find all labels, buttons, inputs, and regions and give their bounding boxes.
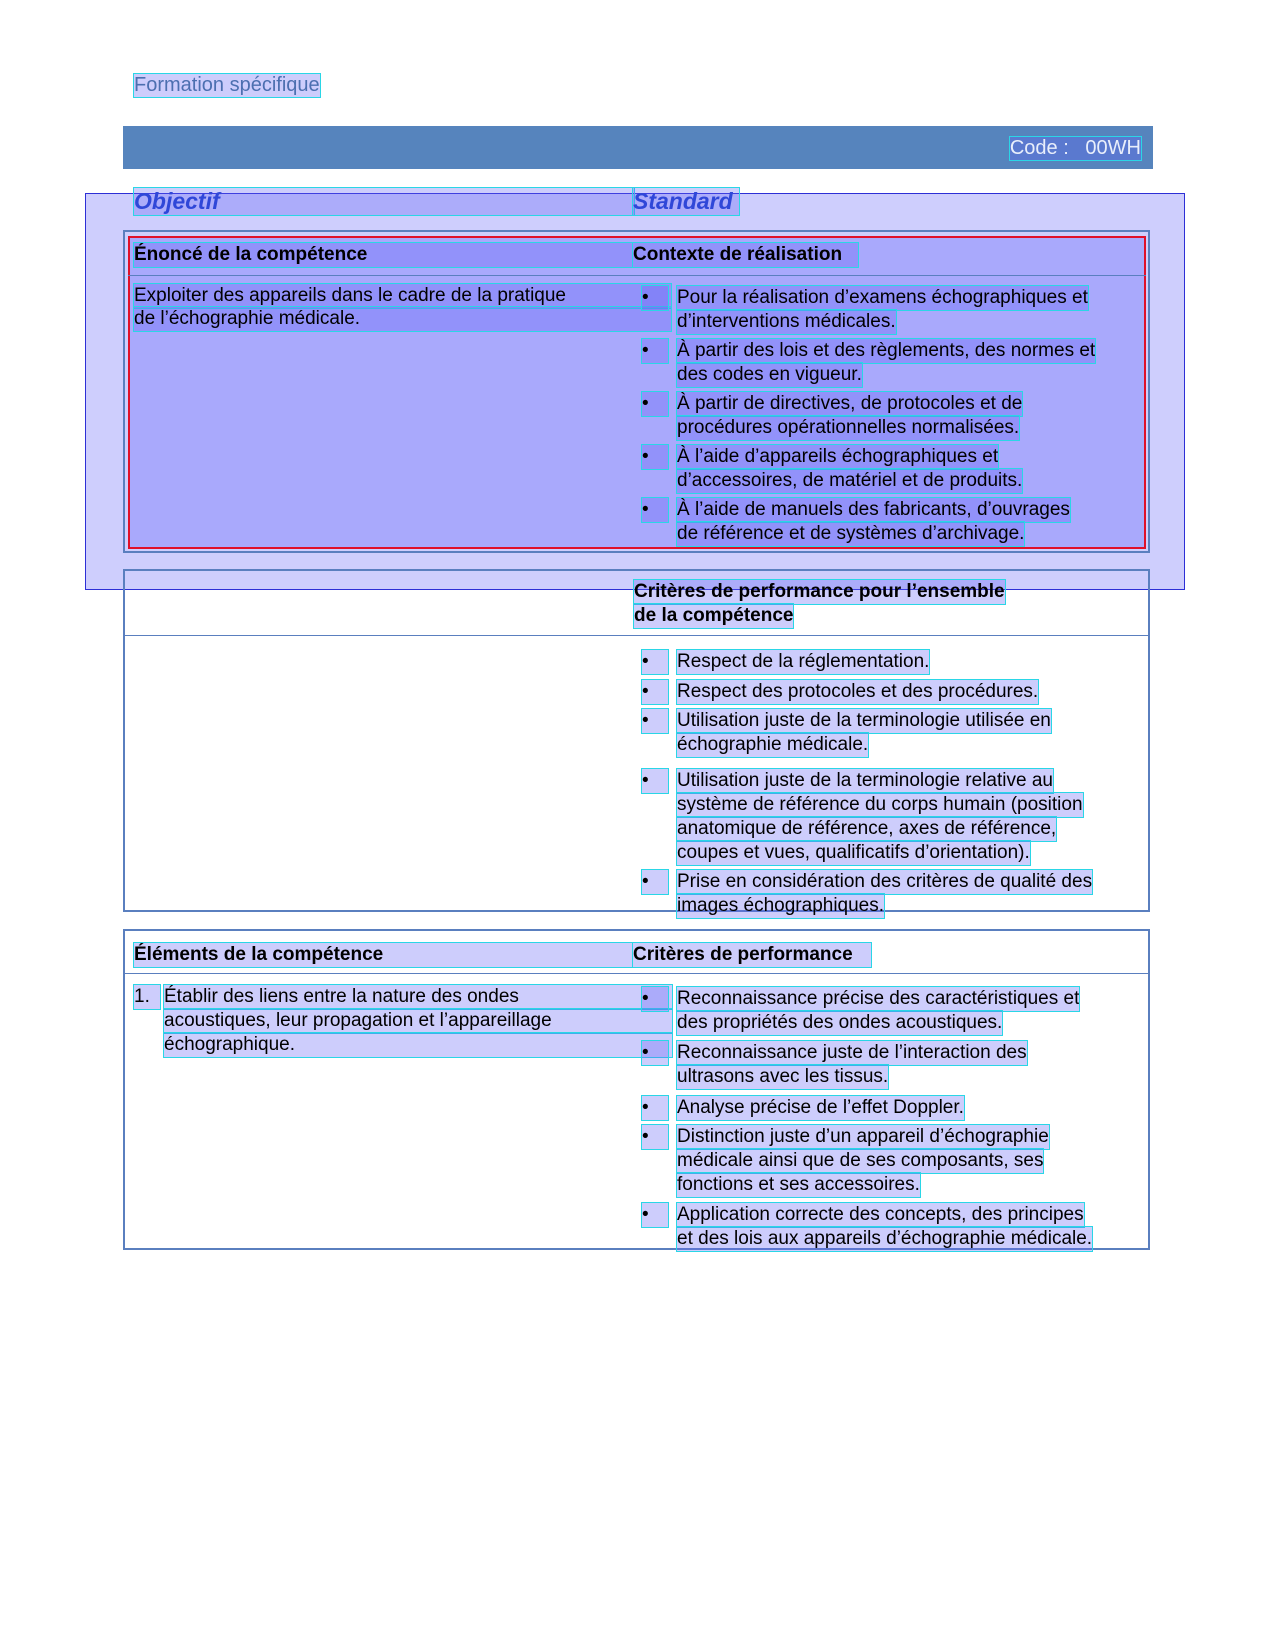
code-banner bbox=[123, 126, 1153, 169]
col-header-contexte: Contexte de réalisation bbox=[633, 243, 858, 267]
criteres-ensemble-header-1: Critères de performance pour l’ensemble bbox=[634, 581, 1005, 602]
critere-ensemble-item-4-line-2: système de référence du corps humain (position bbox=[677, 794, 1083, 815]
element-line-3: échographique. bbox=[164, 1033, 672, 1057]
col-header-criteres: Critères de performance bbox=[633, 943, 871, 967]
contexte-bullet-1: • bbox=[642, 286, 668, 310]
critere-ensemble-item-3-line-2: échographie médicale. bbox=[677, 734, 869, 755]
critere-element-item-2-line-1: Reconnaissance juste de l’interaction des bbox=[677, 1042, 1027, 1063]
critere-element-bullet-1: • bbox=[642, 987, 668, 1011]
critere-ensemble-item-3-line-1: Utilisation juste de la terminologie utilisée en bbox=[677, 710, 1051, 731]
critere-ensemble-item-1-line-1: Respect de la réglementation. bbox=[677, 651, 930, 672]
critere-element-bullet-3: • bbox=[642, 1096, 668, 1120]
table1-header-divider bbox=[128, 275, 1146, 276]
critere-element-item-1-line-2: des propriétés des ondes acoustiques. bbox=[677, 1012, 1003, 1033]
heading-objectif: Objectif bbox=[134, 188, 634, 215]
critere-element-item-4-line-1: Distinction juste d’un appareil d’échographie bbox=[677, 1126, 1049, 1147]
critere-ensemble-item-2-line-1: Respect des protocoles et des procédures. bbox=[677, 681, 1039, 702]
contexte-item-2-line-1: À partir des lois et des règlements, des normes et bbox=[677, 340, 1096, 361]
table-elements-criteres bbox=[123, 929, 1150, 1250]
critere-ensemble-item-4-line-1: Utilisation juste de la terminologie relative au bbox=[677, 770, 1053, 791]
critere-element-item-4-line-2: médicale ainsi que de ses composants, ses bbox=[677, 1150, 1044, 1171]
critere-ensemble-item-5-line-2: images échographiques. bbox=[677, 895, 885, 916]
critere-ensemble-bullet-2: • bbox=[642, 680, 668, 704]
table3-header-divider bbox=[125, 973, 1148, 974]
critere-element-item-5-line-1: Application correcte des concepts, des principes bbox=[677, 1204, 1084, 1225]
element-line-1: Établir des liens entre la nature des ondes bbox=[164, 985, 672, 1009]
critere-ensemble-item-4-line-3: anatomique de référence, axes de référence, bbox=[677, 818, 1057, 839]
col-header-enonce: Énoncé de la compétence bbox=[134, 243, 632, 267]
criteres-ensemble-header-2: de la compétence bbox=[634, 605, 794, 626]
critere-element-item-1-line-1: Reconnaissance précise des caractéristiques et bbox=[677, 988, 1080, 1009]
competence-code: Code : 00WH bbox=[1009, 137, 1141, 159]
critere-element-item-2-line-2: ultrasons avec les tissus. bbox=[677, 1066, 889, 1087]
critere-element-bullet-4: • bbox=[642, 1125, 668, 1149]
contexte-item-5-line-2: de référence et de systèmes d’archivage. bbox=[677, 523, 1025, 544]
critere-element-item-3-line-1: Analyse précise de l’effet Doppler. bbox=[677, 1097, 964, 1118]
element-number: 1. bbox=[134, 985, 160, 1009]
contexte-item-3-line-1: À partir de directives, de protocoles et de bbox=[677, 393, 1023, 414]
element-line-2: acoustiques, leur propagation et l’appareillage bbox=[164, 1009, 672, 1033]
contexte-bullet-2: • bbox=[642, 339, 668, 363]
contexte-item-1-line-2: d’interventions médicales. bbox=[677, 311, 896, 332]
critere-element-item-4-line-3: fonctions et ses accessoires. bbox=[677, 1174, 920, 1195]
critere-ensemble-bullet-4: • bbox=[642, 769, 668, 793]
contexte-bullet-3: • bbox=[642, 392, 668, 416]
enonce-line-1: Exploiter des appareils dans le cadre de la pratique bbox=[134, 284, 671, 308]
critere-element-bullet-2: • bbox=[642, 1041, 668, 1065]
critere-ensemble-bullet-1: • bbox=[642, 650, 668, 674]
contexte-item-2-line-2: des codes en vigueur. bbox=[677, 364, 862, 385]
contexte-item-3-line-2: procédures opérationnelles normalisées. bbox=[677, 417, 1020, 438]
enonce-line-2: de l’échographie médicale. bbox=[134, 307, 671, 331]
contexte-item-4-line-1: À l’aide d’appareils échographiques et bbox=[677, 446, 999, 467]
table2-header-divider bbox=[125, 635, 1148, 636]
col-header-elements: Éléments de la compétence bbox=[134, 943, 632, 967]
critere-ensemble-item-5-line-1: Prise en considération des critères de qualité des bbox=[677, 871, 1093, 892]
contexte-bullet-4: • bbox=[642, 445, 668, 469]
critere-element-bullet-5: • bbox=[642, 1203, 668, 1227]
section-title: Formation spécifique bbox=[134, 74, 320, 96]
heading-standard: Standard bbox=[633, 188, 739, 215]
critere-ensemble-bullet-5: • bbox=[642, 870, 668, 894]
contexte-item-4-line-2: d’accessoires, de matériel et de produits. bbox=[677, 470, 1023, 491]
critere-ensemble-item-4-line-4: coupes et vues, qualificatifs d’orientation). bbox=[677, 842, 1030, 863]
contexte-bullet-5: • bbox=[642, 498, 668, 522]
critere-element-item-5-line-2: et des lois aux appareils d’échographie médicale. bbox=[677, 1228, 1093, 1249]
contexte-item-5-line-1: À l’aide de manuels des fabricants, d’ouvrages bbox=[677, 499, 1070, 520]
contexte-item-1-line-1: Pour la réalisation d’examens échographiques et bbox=[677, 287, 1088, 308]
critere-ensemble-bullet-3: • bbox=[642, 709, 668, 733]
